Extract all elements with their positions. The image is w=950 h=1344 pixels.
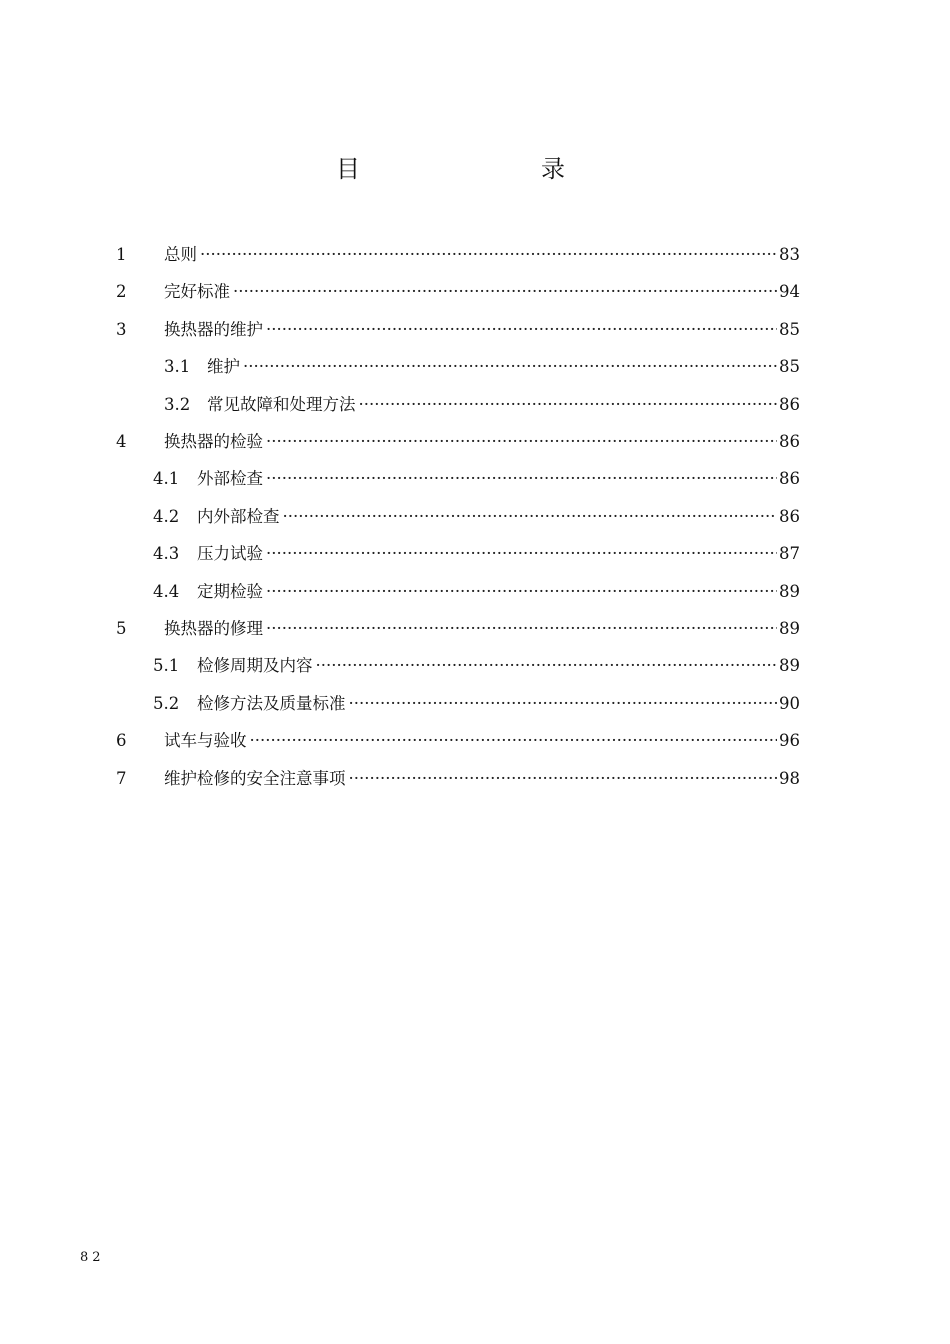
toc-entry-page: 89 (779, 619, 800, 638)
toc-entry-page: 86 (779, 394, 800, 414)
toc-entry-number: 7 (116, 768, 127, 788)
toc-entry-page: 90 (779, 693, 800, 713)
toc-dot-leader (266, 429, 777, 455)
toc-entry-number: 4 (116, 432, 127, 451)
toc-entry-label: 检修方法及质量标准 (197, 693, 346, 713)
toc-entry[interactable] (0, 766, 950, 792)
toc-entry[interactable] (0, 354, 950, 380)
toc-entry-label: 总则 (164, 245, 197, 264)
toc-entry-page: 94 (779, 282, 800, 302)
toc-entry-page: 86 (779, 432, 800, 451)
title-char-1: 目 (336, 155, 360, 183)
toc-entry-number: 3.2 (164, 394, 191, 414)
toc-entry-label: 检修周期及内容 (197, 656, 313, 676)
toc-dot-leader (200, 242, 777, 268)
toc-entry-leader (197, 653, 780, 679)
toc-entry-page: 89 (779, 581, 800, 601)
toc-entry[interactable] (0, 466, 950, 492)
toc-entry[interactable] (0, 691, 950, 717)
toc-entry-label: 定期检验 (197, 581, 263, 601)
toc-entry-label: 常见故障和处理方法 (207, 394, 356, 414)
toc-entry-leader (197, 541, 780, 567)
toc-dot-leader (233, 279, 777, 305)
toc-entry[interactable] (0, 653, 950, 679)
toc-entry[interactable] (0, 541, 950, 567)
toc-entry-page: 86 (779, 469, 800, 489)
toc-dot-leader (266, 616, 777, 642)
toc-dot-leader (266, 466, 777, 492)
page-title (0, 152, 950, 186)
toc-entry-page: 96 (779, 731, 800, 751)
toc-entry-label: 换热器的检验 (164, 432, 263, 451)
toc-entry-number: 4.1 (153, 469, 180, 489)
toc-dot-leader (266, 317, 777, 343)
toc-dot-leader (250, 728, 778, 754)
toc-dot-leader (349, 691, 778, 717)
toc-entry-leader (197, 579, 780, 605)
toc-entry-number: 2 (116, 282, 127, 302)
toc-entry[interactable] (0, 504, 950, 530)
toc-entry-number: 5.1 (153, 656, 180, 676)
toc-entry-label: 试车与验收 (164, 731, 247, 751)
toc-entry-leader (164, 429, 780, 455)
toc-entry-label: 换热器的修理 (164, 619, 263, 638)
toc-entry-leader (207, 354, 780, 380)
toc-entry-number: 3 (116, 319, 127, 339)
toc-entry-label: 压力试验 (197, 544, 263, 564)
toc-entry-leader (164, 616, 780, 642)
toc-entry[interactable] (0, 242, 950, 268)
toc-dot-leader (349, 766, 778, 792)
toc-entry[interactable] (0, 279, 950, 305)
toc-entry[interactable] (0, 392, 950, 418)
toc-entry-number: 5 (116, 619, 127, 638)
toc-entry-label: 维护检修的安全注意事项 (164, 768, 346, 788)
toc-entry-leader (207, 392, 780, 418)
toc-entry-number: 3.1 (164, 357, 191, 377)
toc-entry-leader (164, 242, 780, 268)
toc-entry-page: 89 (779, 656, 800, 676)
toc-entry[interactable] (0, 317, 950, 343)
toc-dot-leader (266, 579, 777, 605)
toc-entry-page: 98 (779, 768, 800, 788)
toc-entry-label: 内外部检查 (197, 506, 280, 526)
toc-entry[interactable] (0, 579, 950, 605)
toc-entry-label: 维护 (207, 357, 240, 377)
toc-entry-leader (197, 504, 780, 530)
toc-entry-page: 86 (779, 506, 800, 526)
toc-dot-leader (316, 653, 778, 679)
toc-entry-page: 85 (779, 319, 800, 339)
toc-dot-leader (283, 504, 778, 530)
toc-entry-number: 4.3 (153, 544, 180, 564)
toc-entry-leader (164, 766, 780, 792)
toc-dot-leader (266, 541, 777, 567)
toc-entry-leader (164, 317, 780, 343)
toc-entry-number: 4.2 (153, 506, 180, 526)
toc-entry-label: 外部检查 (197, 469, 263, 489)
toc-entry-page: 87 (779, 544, 800, 564)
toc-entry-leader (197, 691, 780, 717)
toc-entry-label: 换热器的维护 (164, 319, 263, 339)
toc-dot-leader (243, 354, 777, 380)
toc-entry-leader (197, 466, 780, 492)
page-number: 82 (80, 1250, 105, 1265)
toc-entry-label: 完好标准 (164, 282, 230, 302)
toc-entry-number: 4.4 (153, 581, 180, 601)
toc-entry-leader (164, 728, 780, 754)
toc-entry-page: 83 (779, 245, 800, 264)
toc-entry-number: 5.2 (153, 693, 180, 713)
toc-dot-leader (359, 392, 778, 418)
toc-entry[interactable] (0, 728, 950, 754)
toc-entry-leader (164, 279, 780, 305)
toc-entry[interactable] (0, 429, 950, 455)
toc-entry-number: 6 (116, 731, 127, 751)
toc-entry-number: 1 (116, 245, 127, 264)
toc-entry[interactable] (0, 616, 950, 642)
toc-entry-page: 85 (779, 357, 800, 377)
title-char-2: 录 (541, 155, 565, 183)
